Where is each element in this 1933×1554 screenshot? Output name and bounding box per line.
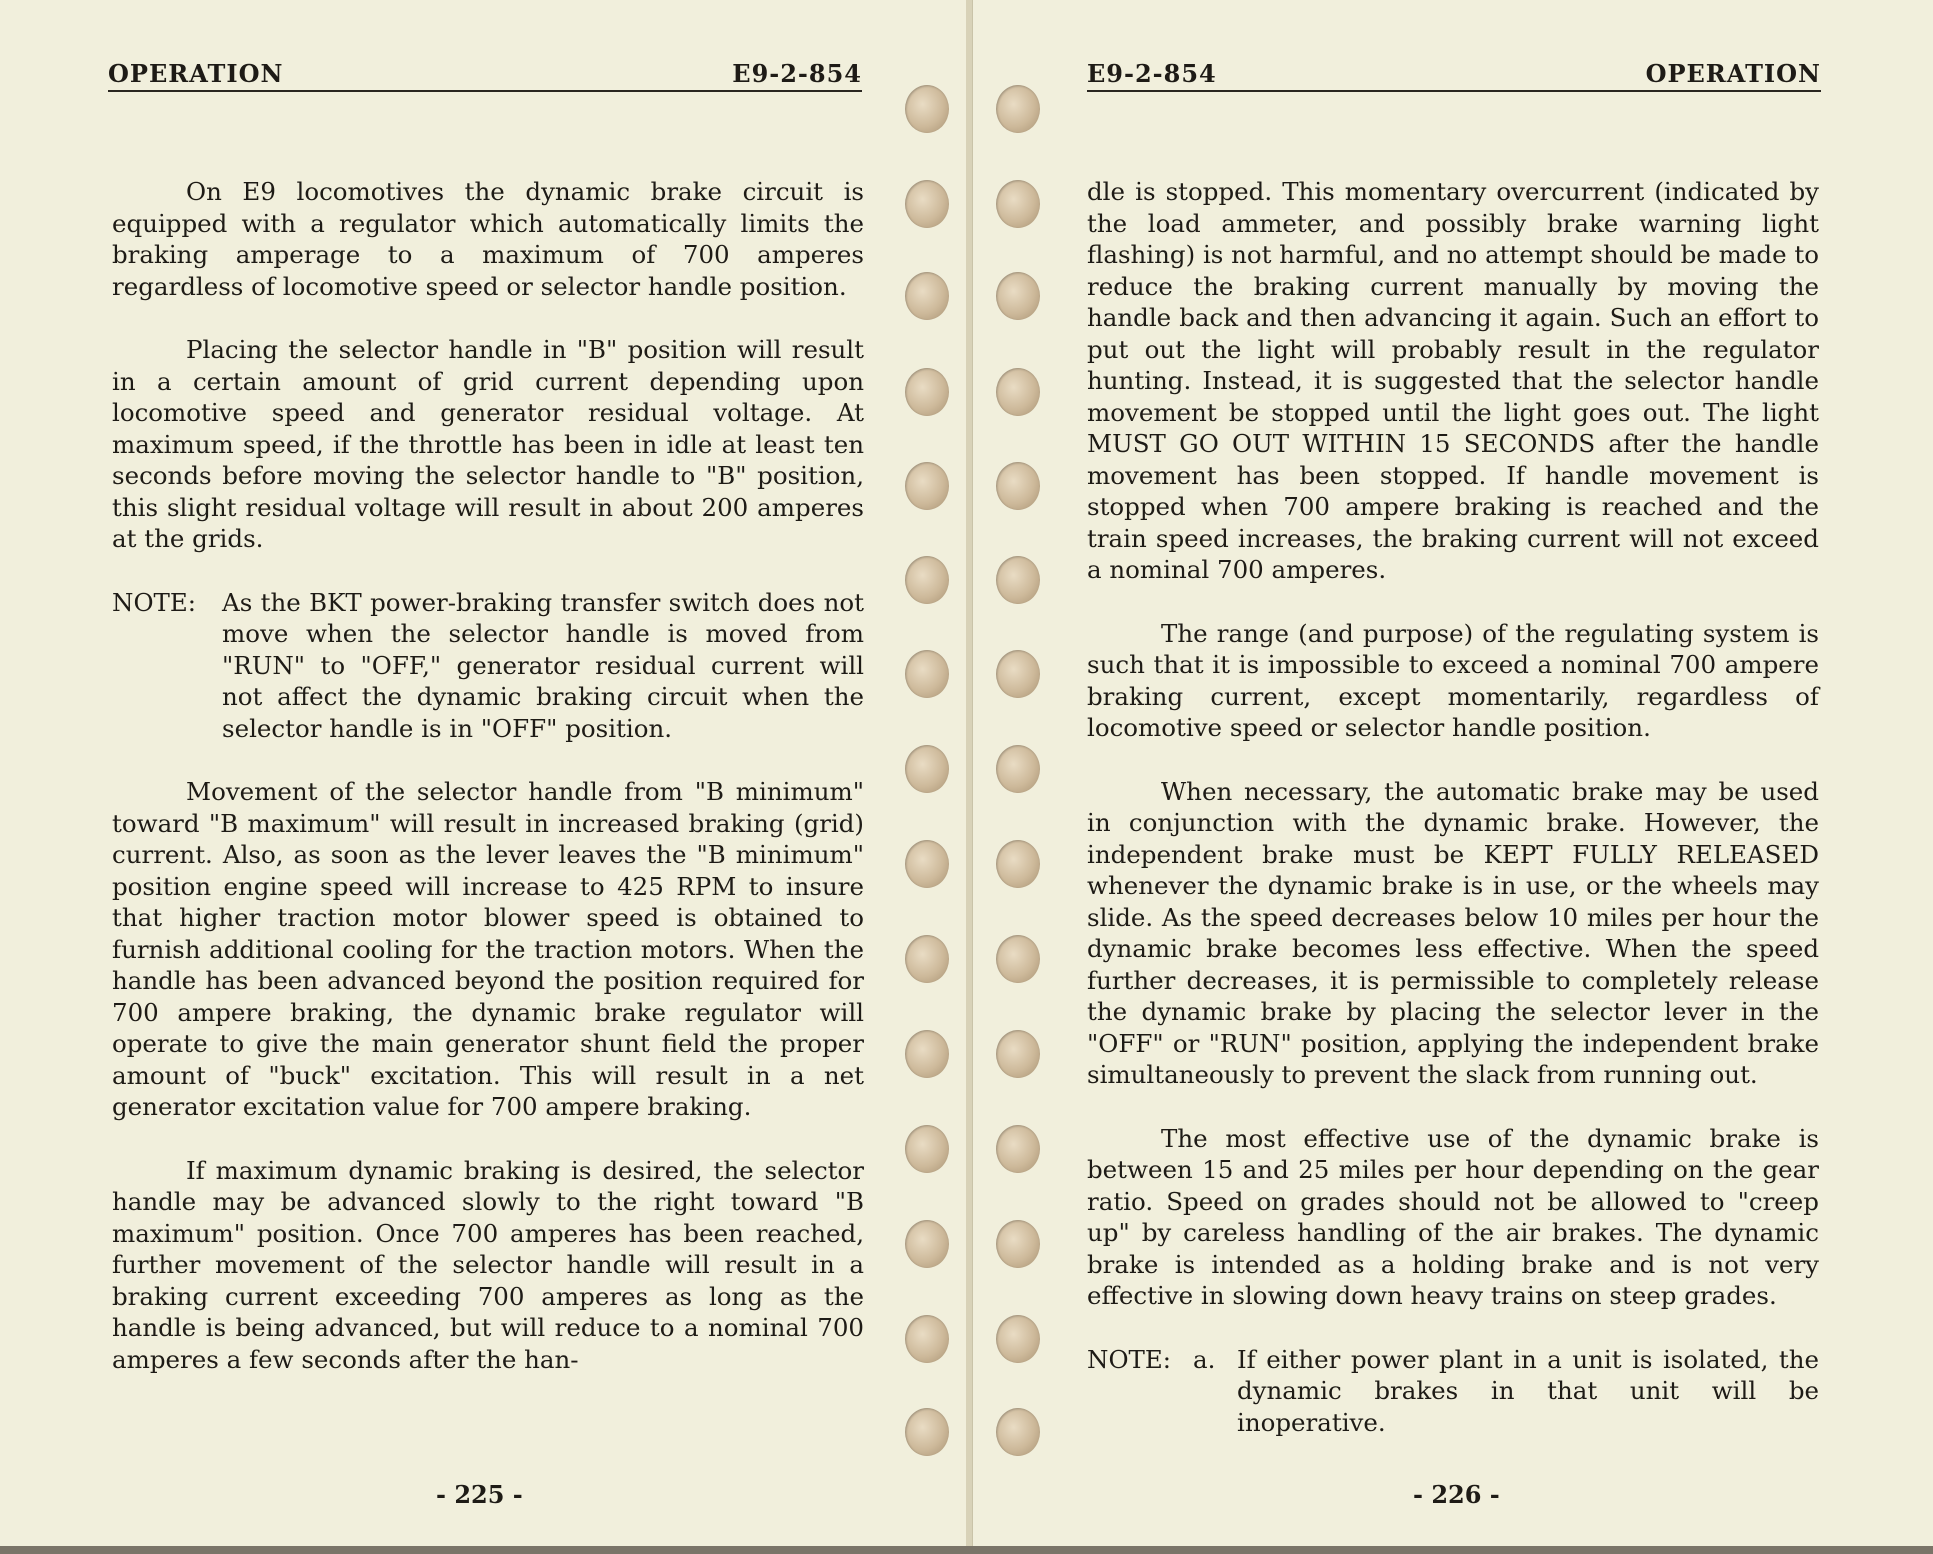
left-page — [0, 0, 968, 1546]
binder-hole — [905, 180, 949, 228]
binder-hole — [996, 556, 1040, 604]
paragraph: Movement of the selector handle from "B minimum" toward "B maximum" will result in increased braking (grid) current. Also, as soon as the lever leaves the "B minimum" position engine speed will increase to 425 RPM to insure that higher traction motor blower speed is obtained to furnish additional cooling for the traction motors. When the handle has been advanced beyond the position required for 700 ampere braking, the dynamic brake regulator will operate to give the main generator shunt field the proper amount of "buck" excitation. This will result in a net generator excitation value for 700 ampere braking. — [112, 777, 864, 1121]
binder-hole — [996, 650, 1040, 698]
right-page — [972, 0, 1933, 1546]
binder-hole — [996, 368, 1040, 416]
paragraph: If maximum dynamic braking is desired, the selector handle may be advanced slowly to the right toward "B maximum" position. Once 700 amperes has been reached, further movement of the selector handle will result in a braking current exceeding 700 amperes as long as the handle is being advanced, but will reduce to a nominal 700 amperes a few seconds after the han- — [112, 1155, 864, 1374]
binder-hole — [905, 462, 949, 510]
binder-hole — [996, 935, 1040, 983]
binder-hole — [996, 180, 1040, 228]
left-page-body — [112, 176, 864, 1407]
note-label: NOTE: — [1087, 1344, 1172, 1374]
right-page-header — [1087, 60, 1821, 92]
left-header-doc-number: E9-2-854 — [732, 59, 862, 88]
binder-hole — [996, 1030, 1040, 1078]
page-number: - 225 - — [436, 1480, 523, 1509]
binder-hole — [905, 272, 949, 320]
note-label: NOTE: — [112, 587, 197, 617]
binder-hole — [905, 745, 949, 793]
binder-hole — [996, 85, 1040, 133]
right-page-body — [1087, 176, 1819, 1438]
note-item-marker: a. — [1193, 1344, 1216, 1374]
page-bottom-edge — [0, 1546, 1933, 1554]
binder-hole — [996, 1220, 1040, 1268]
paragraph: dle is stopped. This momentary overcurrent (indicated by the load ammeter, and possibly brake warning light flashing) is not harmful, and no attempt should be made to reduce the braking current manually by moving the handle back and then advancing it again. Such an effort to put out the light will probably result in the regulator hunting. Instead, it is suggested that the selector handle movement be stopped until the light goes out. The light MUST GO OUT WITHIN 15 SECONDS after the handle movement has been stopped. If handle movement is stopped when 700 ampere braking is reached and the train speed increases, the braking current will not exceed a nominal 700 amperes. — [1087, 177, 1819, 584]
paragraph: Placing the selector handle in "B" position will result in a certain amount of grid current depending upon locomotive speed and generator residual voltage. At maximum speed, if the throttle has been in idle at least ten seconds before moving the selector handle to "B" position, this slight residual voltage will result in about 200 amperes at the grids. — [112, 335, 864, 553]
binder-hole — [905, 85, 949, 133]
binder-hole — [996, 1408, 1040, 1456]
binder-hole — [905, 368, 949, 416]
binder-hole — [905, 1030, 949, 1078]
paragraph: The range (and purpose) of the regulating system is such that it is impossible to exceed a nominal 700 ampere braking current, except momentarily, regardless of locomotive speed or selector handle position. — [1087, 618, 1819, 742]
binder-hole — [905, 840, 949, 888]
binder-hole — [996, 840, 1040, 888]
binder-hole — [905, 650, 949, 698]
right-header-doc-number: E9-2-854 — [1087, 59, 1217, 88]
binder-hole — [996, 1125, 1040, 1173]
binder-hole — [905, 935, 949, 983]
binder-hole — [996, 272, 1040, 320]
binder-hole — [905, 1315, 949, 1363]
paragraph: The most effective use of the dynamic brake is between 15 and 25 miles per hour depending on the gear ratio. Speed on grades should not be allowed to "creep up" by careless handling of the air brakes. The dynamic brake is intended as a holding brake and is not very effective in slowing down heavy trains on steep grades. — [1087, 1123, 1819, 1310]
note-text: If either power plant in a unit is isolated, the dynamic brakes in that unit will be inoperative. — [1237, 1344, 1819, 1437]
left-page-header — [108, 60, 862, 92]
note-block — [1087, 1344, 1819, 1439]
binder-hole — [905, 556, 949, 604]
binder-hole — [905, 1125, 949, 1173]
left-header-section: OPERATION — [108, 59, 284, 88]
note-block — [112, 587, 864, 745]
page-number: - 226 - — [1413, 1480, 1500, 1509]
binder-hole — [905, 1408, 949, 1456]
paragraph: When necessary, the automatic brake may be used in conjunction with the dynamic brake. However, the independent brake must be KEPT FULLY RELEASED whenever the dynamic brake is in use, or the wheels may slide. As the speed decreases below 10 miles per hour the dynamic brake becomes less effective. When the speed further decreases, it is permissible to completely release the dynamic brake by placing the selector lever in the "OFF" or "RUN" position, applying the independent brake simultaneously to prevent the slack from running out. — [1087, 776, 1819, 1089]
binder-hole — [996, 462, 1040, 510]
binder-hole — [996, 745, 1040, 793]
binder-hole — [905, 1220, 949, 1268]
paragraph: On E9 locomotives the dynamic brake circuit is equipped with a regulator which automatically limits the braking amperage to a maximum of 700 amperes regardless of locomotive speed or selector handle position. — [112, 177, 864, 301]
right-header-section: OPERATION — [1645, 59, 1821, 88]
note-text: As the BKT power-braking transfer switch does not move when the selector handle is moved from "RUN" to "OFF," generator residual current will not affect the dynamic braking circuit when the selector handle is in "OFF" position. — [222, 587, 864, 743]
binder-hole — [996, 1315, 1040, 1363]
